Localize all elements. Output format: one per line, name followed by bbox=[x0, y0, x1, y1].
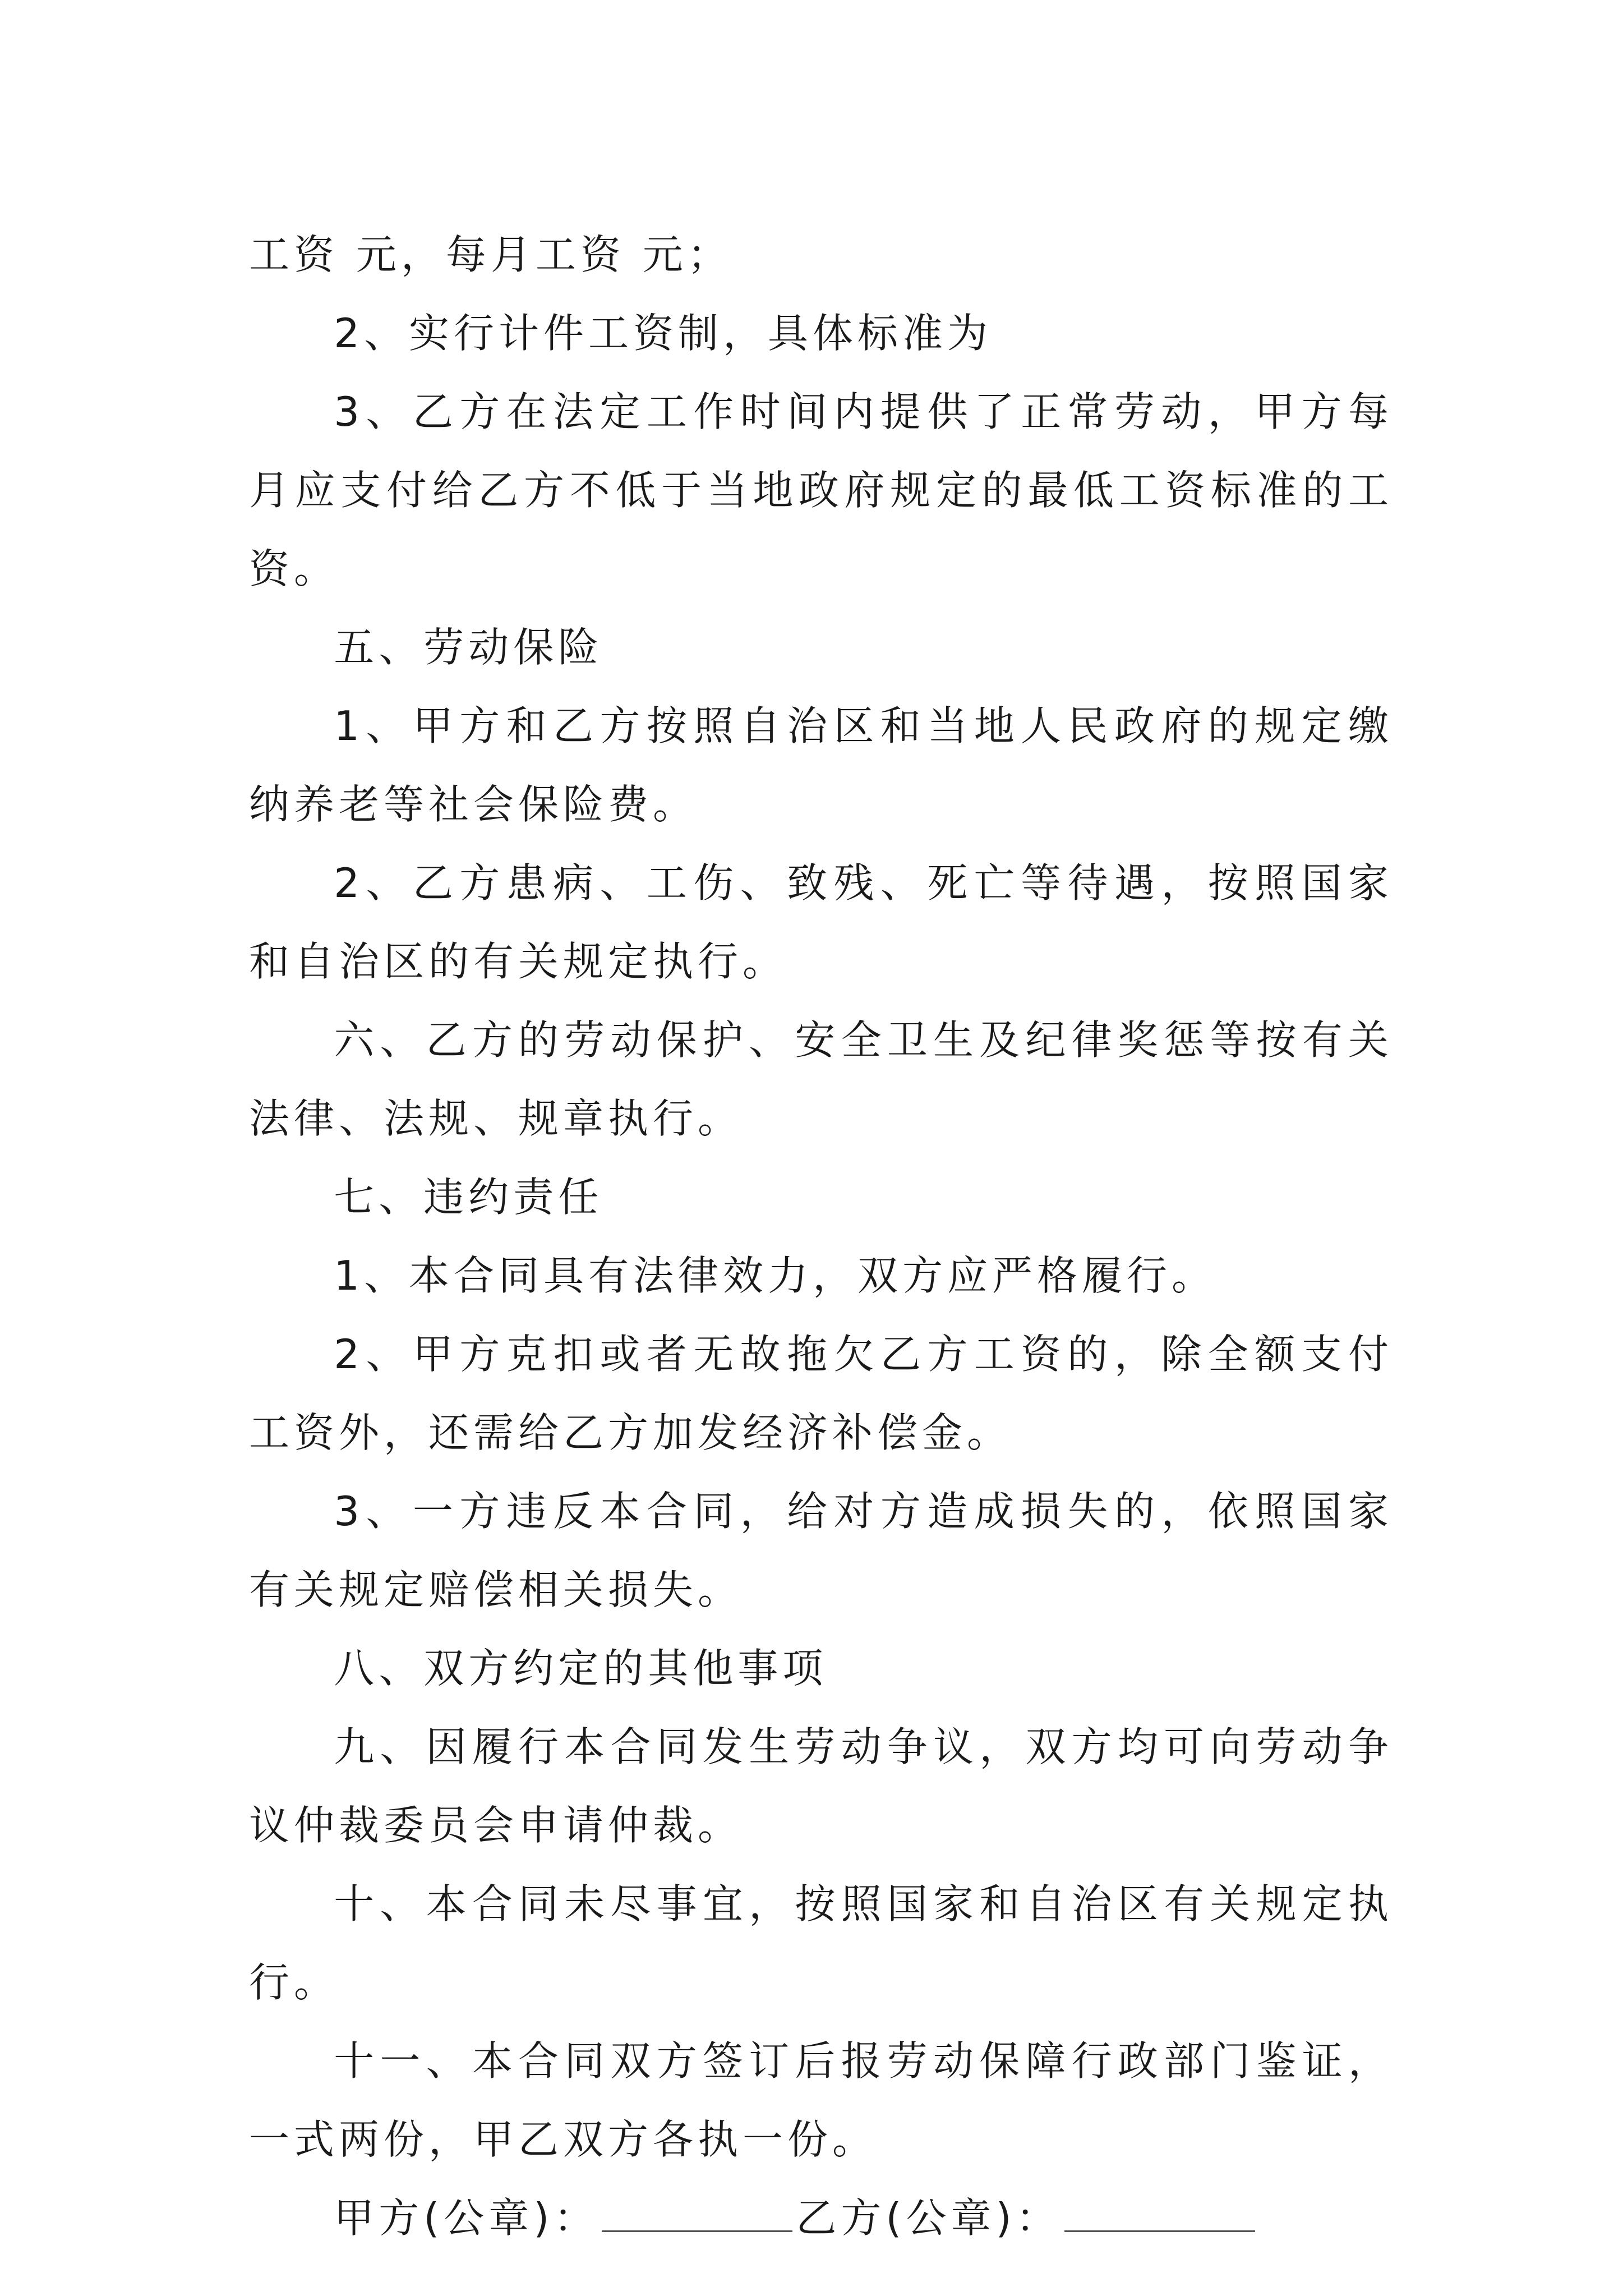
paragraph: 2、实行计件工资制，具体标准为 bbox=[334, 310, 992, 357]
section-heading: 八、双方约定的其他事项 bbox=[334, 1645, 828, 1692]
paragraph: 十一、本合同双方签订后报劳动保障行政部门鉴证，一式两份，甲乙双方各执一份。 bbox=[249, 2037, 1393, 2163]
party-a-label: 甲方(公章)： bbox=[334, 2194, 599, 2242]
paragraph: 2、乙方患病、工伤、致残、死亡等待遇，按照国家和自治区的有关规定执行。 bbox=[249, 859, 1393, 985]
paragraph: 九、因履行本合同发生劳动争议，双方均可向劳动争议仲裁委员会申请仲裁。 bbox=[249, 1723, 1393, 1849]
paragraph: 1、甲方和乙方按照自治区和当地人民政府的规定缴纳养老等社会保险费。 bbox=[249, 702, 1393, 828]
party-b-blank bbox=[1064, 2190, 1255, 2232]
party-b-label: 乙方(公章)： bbox=[796, 2194, 1061, 2242]
section-heading: 七、违约责任 bbox=[334, 1174, 603, 1221]
section-heading: 五、劳动保险 bbox=[334, 624, 603, 671]
paragraph: 工资 元，每月工资 元； bbox=[249, 231, 732, 278]
paragraph: 十、本合同未尽事宜，按照国家和自治区有关规定执行。 bbox=[249, 1880, 1393, 2006]
paragraph: 3、乙方在法定工作时间内提供了正常劳动，甲方每月应支付给乙方不低于当地政府规定的最低工资标准的工资。 bbox=[249, 388, 1393, 592]
paragraph: 2、甲方克扣或者无故拖欠乙方工资的，除全额支付工资外，还需给乙方加发经济补偿金。 bbox=[249, 1331, 1393, 1456]
document-body bbox=[249, 215, 1393, 2257]
paragraph: 六、乙方的劳动保护、安全卫生及纪律奖惩等按有关法律、法规、规章执行。 bbox=[249, 1016, 1393, 1142]
party-a-blank bbox=[602, 2190, 792, 2232]
signature-line bbox=[249, 2179, 1393, 2257]
paragraph: 3、一方违反本合同，给对方造成损失的，依照国家有关规定赔偿相关损失。 bbox=[249, 1488, 1393, 1613]
paragraph: 1、本合同具有法律效力，双方应严格履行。 bbox=[334, 1252, 1216, 1299]
